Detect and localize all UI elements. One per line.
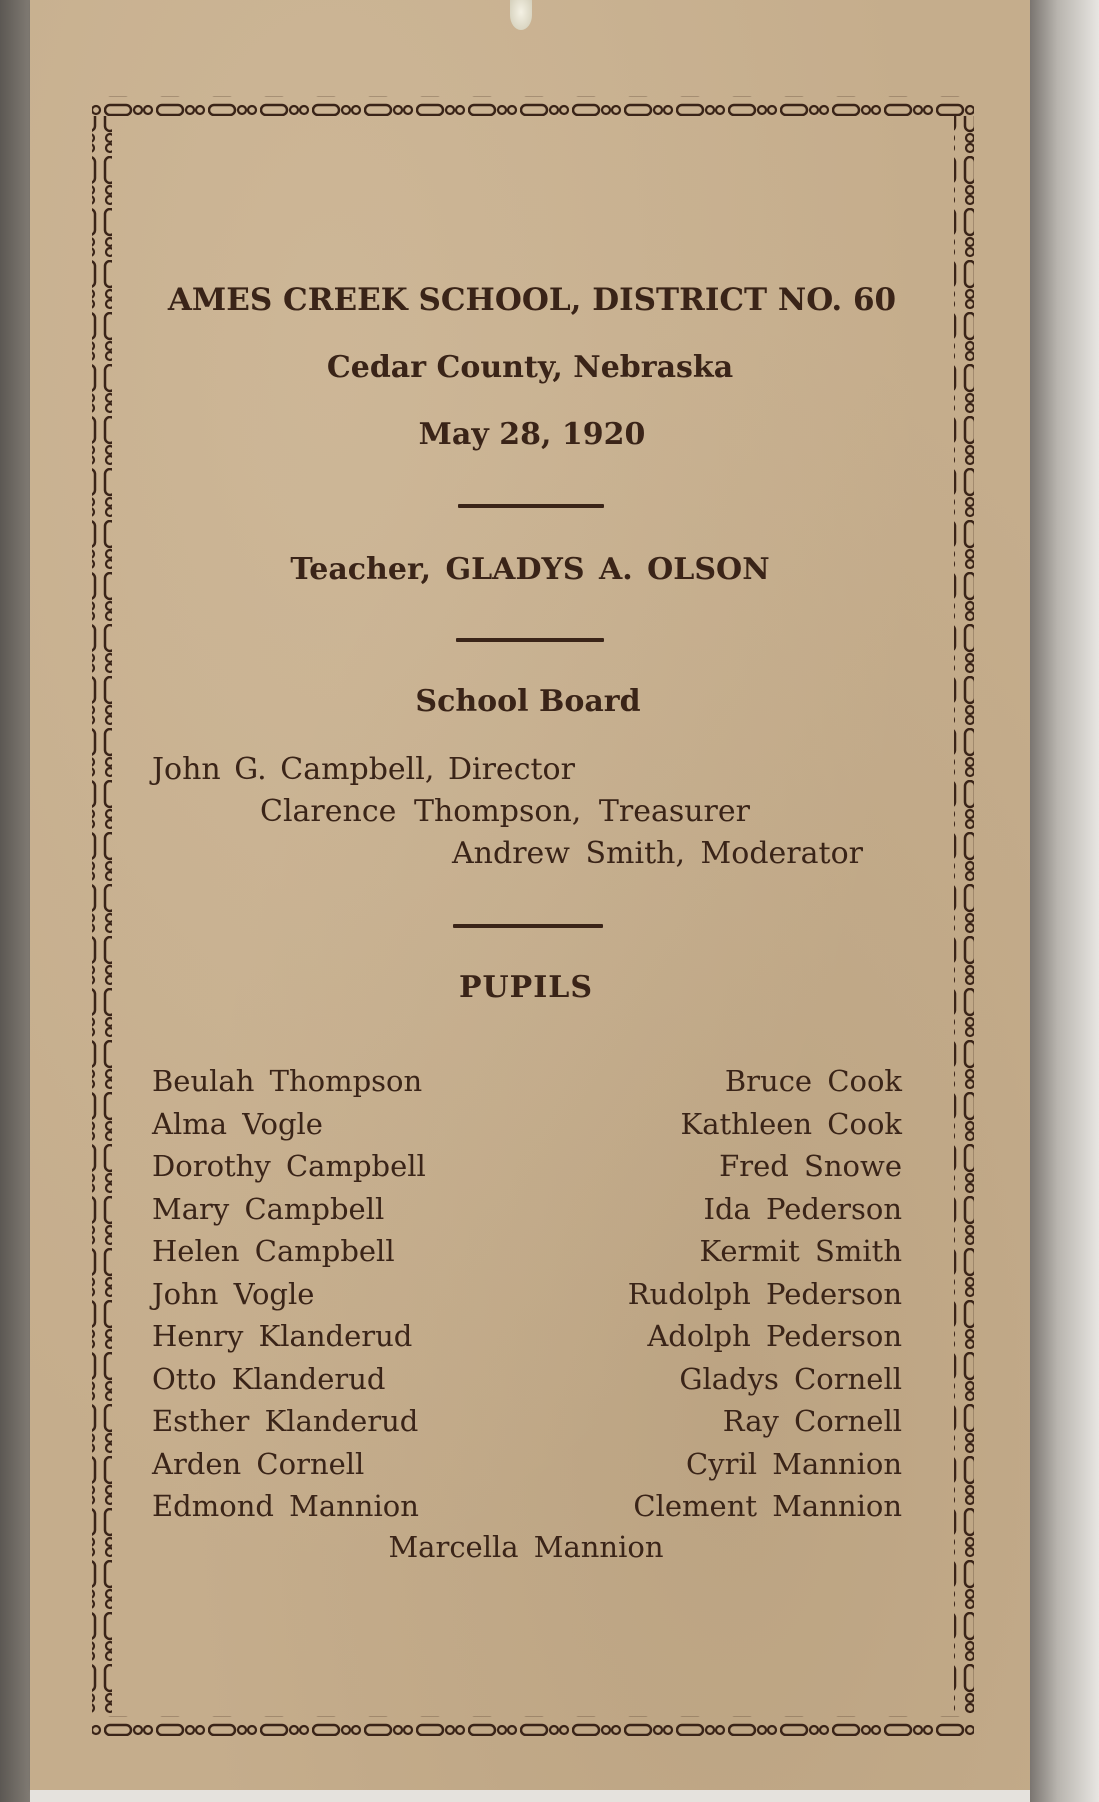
- divider-rule: [453, 924, 603, 928]
- pupil-final: Marcella Mannion: [388, 1530, 664, 1564]
- list-item: Gladys Cornell: [679, 1361, 902, 1396]
- list-item: Ida Pederson: [703, 1191, 902, 1226]
- list-item: Dorothy Campbell: [152, 1149, 426, 1183]
- list-item: Clement Mannion: [633, 1489, 902, 1523]
- school-name: AMES CREEK SCHOOL, DISTRICT NO. 60: [167, 282, 897, 318]
- list-item: Ray Cornell: [722, 1404, 902, 1438]
- divider-rule: [456, 638, 604, 642]
- teacher-line: Teacher, GLADYS A. OLSON: [290, 552, 770, 587]
- list-item: Edmond Mannion: [152, 1489, 419, 1523]
- school-county: Cedar County, Nebraska: [326, 350, 734, 385]
- list-item: Cyril Mannion: [686, 1446, 902, 1481]
- list-item: Helen Campbell: [152, 1234, 395, 1268]
- divider-rule: [458, 504, 604, 508]
- list-item: Kermit Smith: [699, 1234, 902, 1268]
- list-item: Rudolph Pederson: [627, 1276, 902, 1311]
- school-board-heading: School Board: [415, 684, 641, 719]
- school-date: May 28, 1920: [418, 417, 646, 452]
- list-item: John Vogle: [152, 1276, 315, 1311]
- border-bottom: [92, 1716, 974, 1736]
- board-member-director: John G. Campbell, Director: [152, 752, 575, 787]
- board-member-moderator: Andrew Smith, Moderator: [452, 836, 863, 871]
- list-item: Henry Klanderud: [152, 1319, 413, 1353]
- list-item: Mary Campbell: [152, 1191, 385, 1226]
- board-member-treasurer: Clarence Thompson, Treasurer: [260, 794, 750, 829]
- list-item: Arden Cornell: [152, 1446, 365, 1481]
- border-left: [92, 116, 112, 1716]
- pupils-heading: PUPILS: [458, 970, 594, 1005]
- border-top: [92, 96, 974, 116]
- list-item: Otto Klanderud: [152, 1361, 386, 1396]
- list-item: Bruce Cook: [724, 1064, 902, 1098]
- border-right: [954, 116, 974, 1716]
- list-item: Esther Klanderud: [152, 1404, 419, 1438]
- pupils-right-column: [560, 1060, 902, 1528]
- pupils-left-column: [152, 1060, 426, 1528]
- list-item: Alma Vogle: [152, 1106, 323, 1141]
- list-item: Adolph Pederson: [647, 1319, 902, 1353]
- list-item: Fred Snowe: [719, 1149, 902, 1183]
- list-item: Beulah Thompson: [152, 1064, 423, 1098]
- list-item: Kathleen Cook: [680, 1106, 902, 1141]
